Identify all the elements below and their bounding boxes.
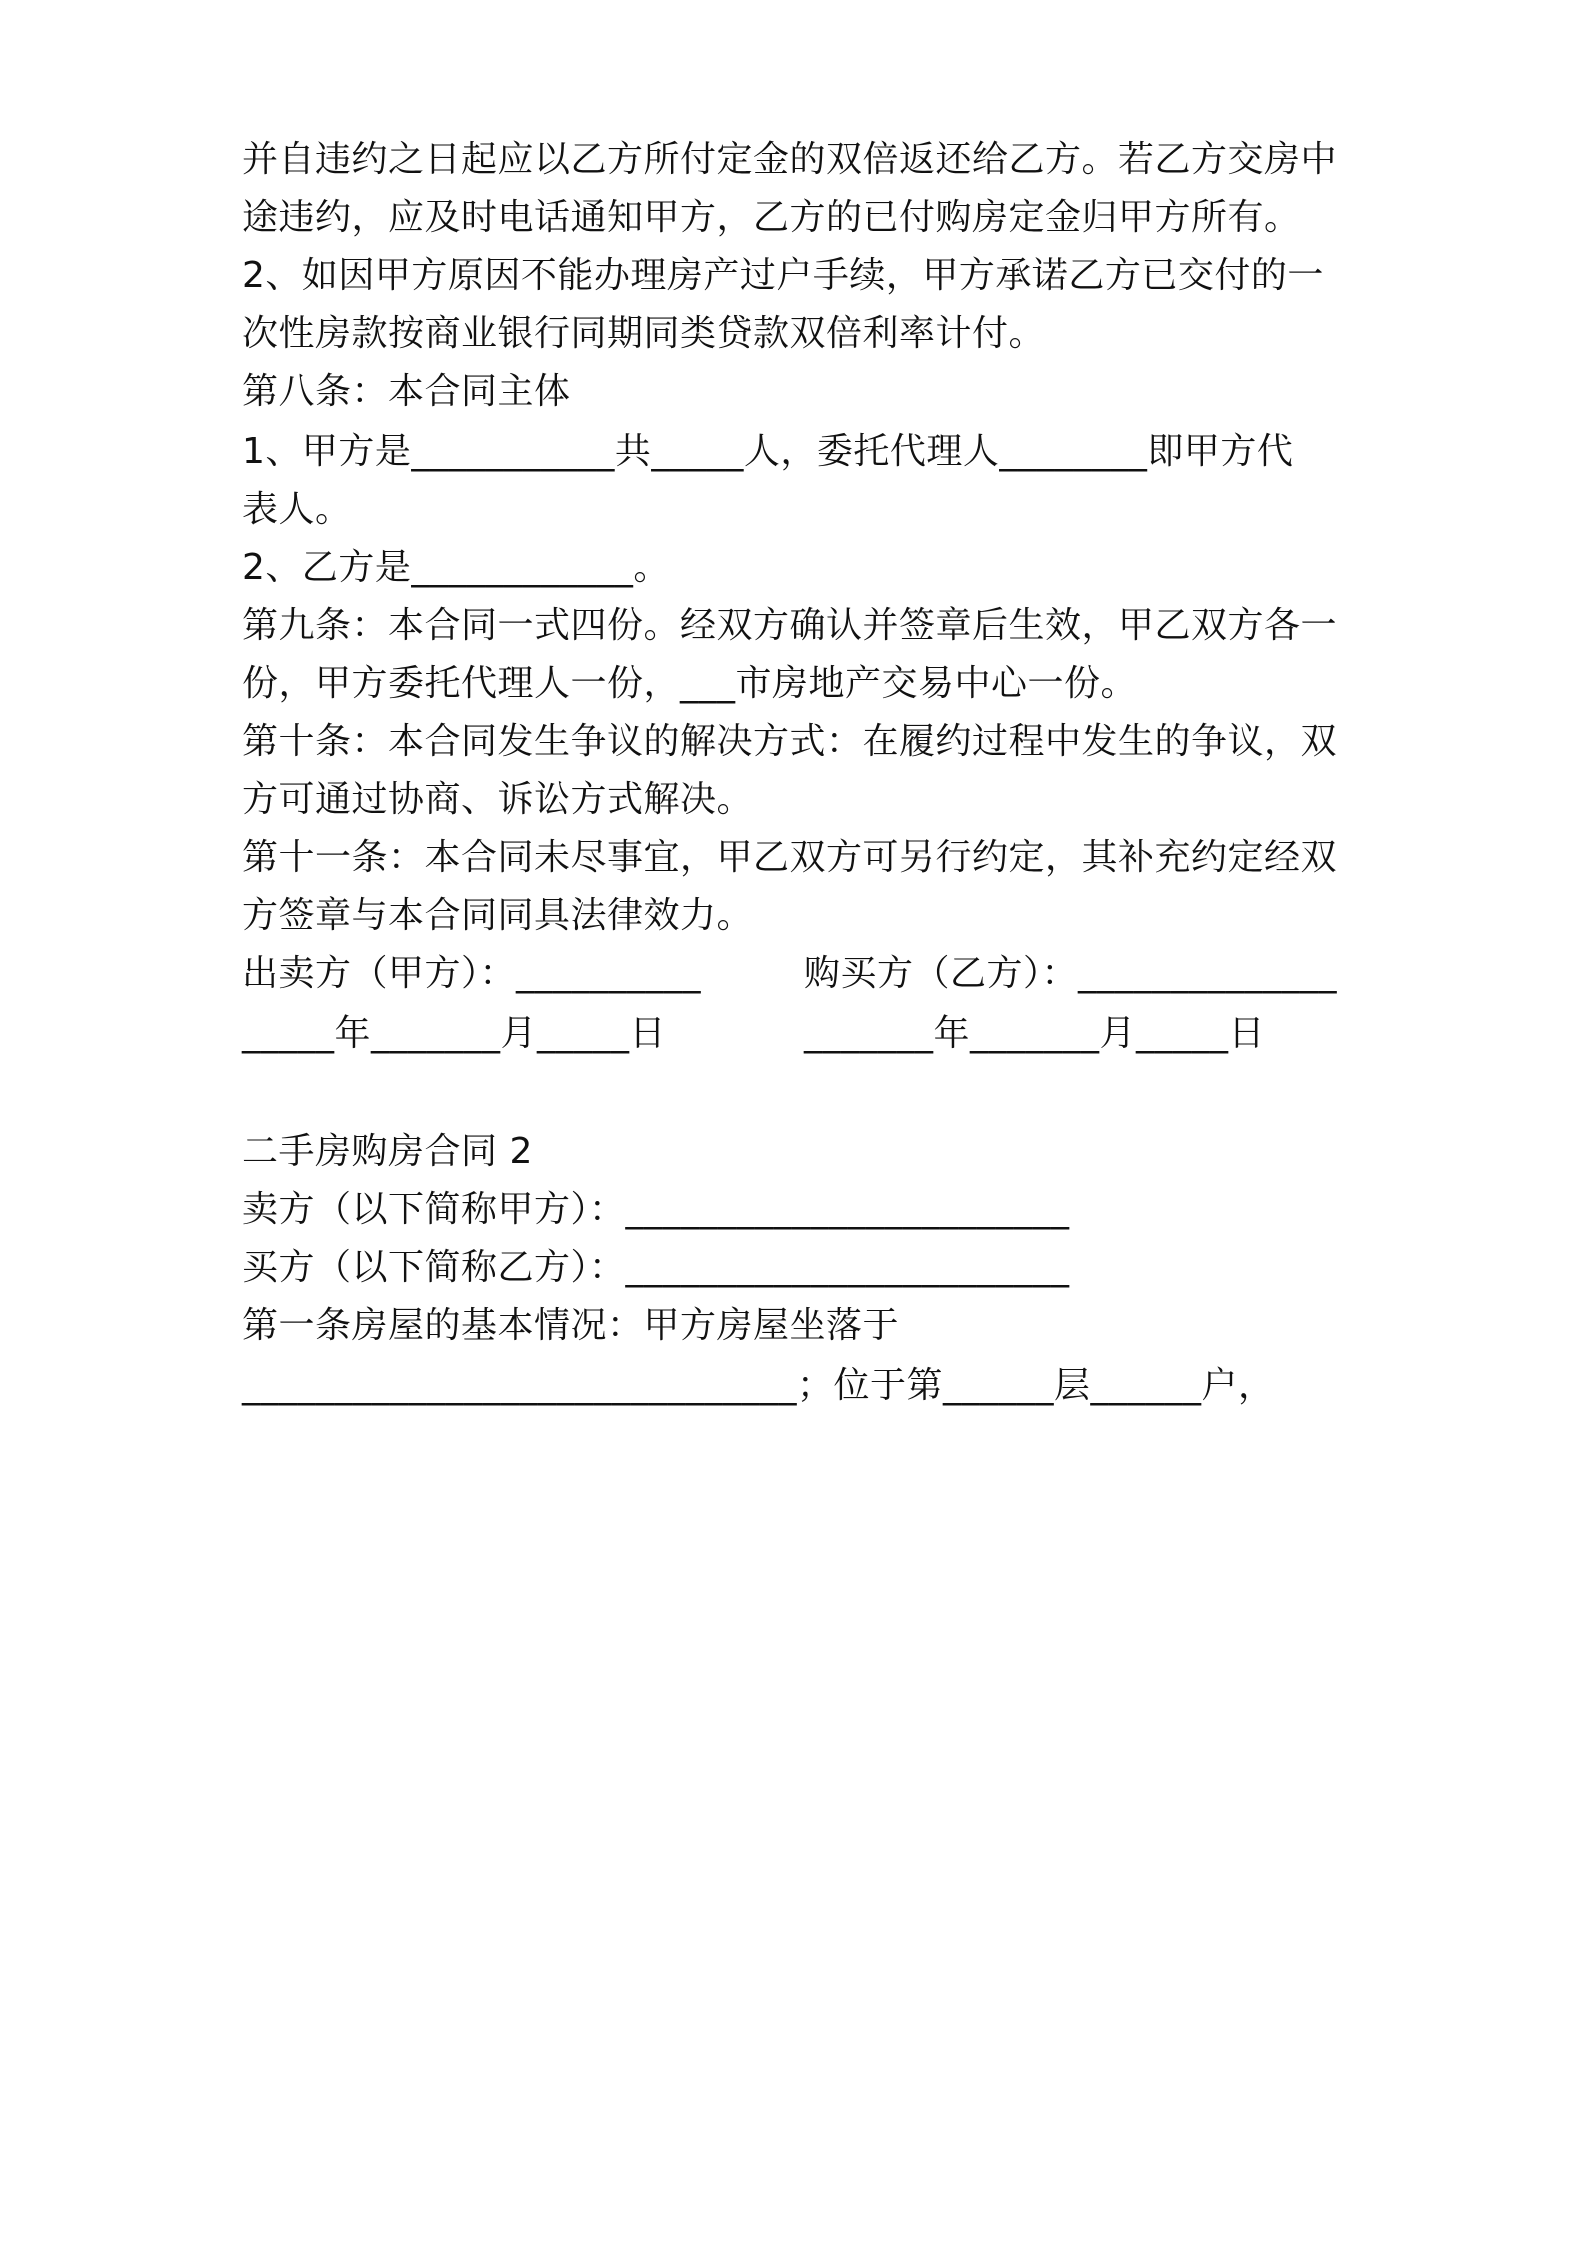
contract2-article1: 第一条房屋的基本情况：甲方房屋坐落于 [242,1305,900,1346]
contract2-title: 二手房购房合同 2 [242,1131,533,1172]
contract2-location: ______________________________；位于第______层______户， [242,1365,1275,1406]
paragraph-line: 方签章与本合同同具法律效力。 [242,895,754,936]
paragraph-line: 第九条：本合同一式四份。经双方确认并签章后生效，甲乙双方各一 [242,605,1338,646]
paragraph-line: 途违约，应及时电话通知甲方，乙方的已付购房定金归甲方所有。 [242,197,1301,238]
seller-date: _____年_______月_____日 [242,1013,666,1054]
seller-signature: 出卖方（甲方）：__________ [242,953,702,994]
paragraph-line: 份，甲方委托代理人一份，___市房地产交易中心一份。 [242,663,1138,704]
contract2-seller: 卖方（以下简称甲方）：________________________ [242,1189,1070,1230]
paragraph-line: 方可通过协商、诉讼方式解决。 [242,779,754,820]
paragraph-line: 2、如因甲方原因不能办理房产过户手续，甲方承诺乙方已交付的一 [242,255,1324,296]
paragraph-line: 第十一条：本合同未尽事宜，甲乙双方可另行约定，其补充约定经双 [242,837,1338,878]
contract2-buyer: 买方（以下简称乙方）：________________________ [242,1247,1070,1288]
paragraph-line: 1、甲方是___________共_____人，委托代理人________即甲方代 [242,431,1294,472]
paragraph-line: 并自违约之日起应以乙方所付定金的双倍返还给乙方。若乙方交房中 [242,139,1338,180]
paragraph-line: 次性房款按商业银行同期同类贷款双倍利率计付。 [242,313,1046,354]
buyer-date: _______年_______月_____日 [804,1013,1265,1054]
article-heading: 第八条：本合同主体 [242,371,571,412]
paragraph-line: 第十条：本合同发生争议的解决方式：在履约过程中发生的争议，双 [242,721,1338,762]
buyer-signature: 购买方（乙方）：______________ [804,953,1338,994]
paragraph-line: 表人。 [242,489,352,530]
paragraph-line: 2、乙方是____________。 [242,547,670,588]
